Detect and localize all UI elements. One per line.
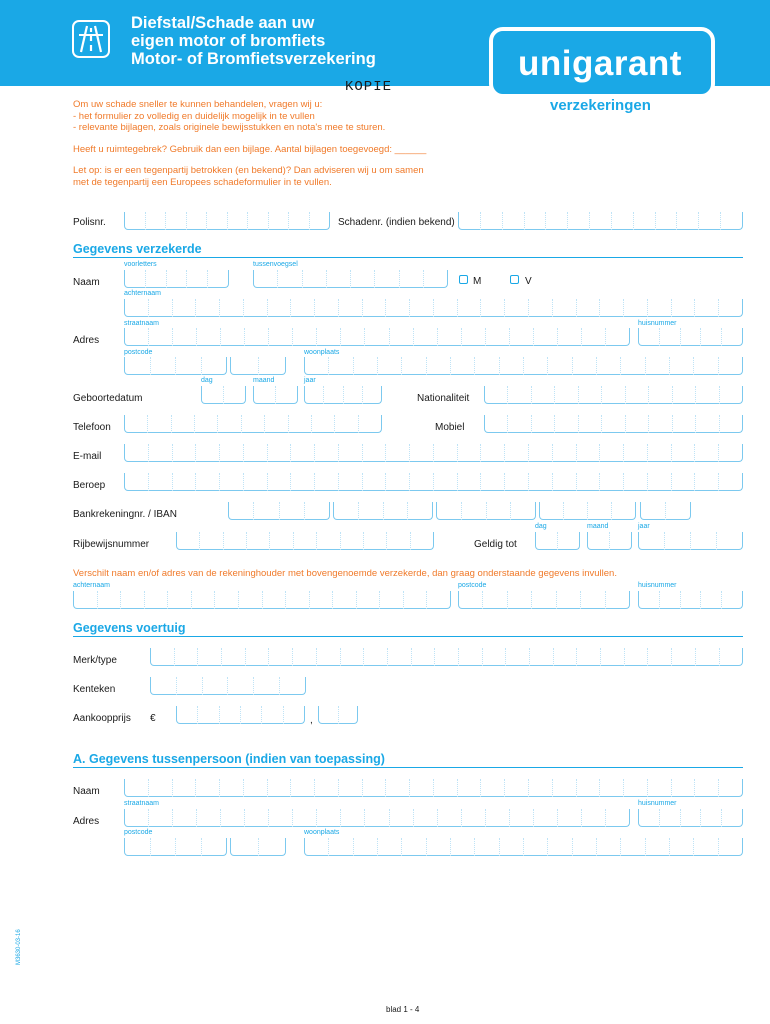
straatnaam-field[interactable] xyxy=(124,328,630,346)
intro-text: Om uw schade sneller te kunnen behandelen, vragen wij u: - het formulier zo volledig en duidelijk mogelijk in te vullen - relevante bijlagen, zoals originele bewijsstukken en nota's mee te sturen. xyxy=(73,99,386,133)
tp-postcode-caption: postcode xyxy=(124,829,153,836)
page-number: blad 1 - 4 xyxy=(386,1005,420,1014)
rekeninghouder-huisnummer-caption: huisnummer xyxy=(638,582,677,589)
tp-straatnaam-field[interactable] xyxy=(124,809,630,827)
mobiel-label: Mobiel xyxy=(435,422,465,433)
aankoopprijs-cents-field[interactable] xyxy=(318,706,358,724)
gender-v-checkbox[interactable] xyxy=(510,275,519,284)
divider xyxy=(73,257,743,258)
gender-v-label: V xyxy=(525,276,532,287)
huisnummer-field[interactable] xyxy=(638,328,743,346)
tussenvoegsel-caption: tussenvoegsel xyxy=(253,261,298,268)
geboortedatum-label: Geboortedatum xyxy=(73,393,143,404)
straatnaam-caption: straatnaam xyxy=(124,320,160,327)
kenteken-field[interactable] xyxy=(150,677,306,695)
tp-huisnummer-caption: huisnummer xyxy=(638,800,677,807)
iban-part-2[interactable] xyxy=(333,502,433,520)
space-note: Heeft u ruimtegebrek? Gebruik dan een bijlage. Aantal bijlagen toegevoegd: ______ xyxy=(73,144,427,155)
schadenr-label: Schadenr. (indien bekend) xyxy=(338,217,455,228)
jaar-caption: jaar xyxy=(304,377,316,384)
gender-m-label: M xyxy=(473,276,482,287)
aankoopprijs-field[interactable] xyxy=(176,706,305,724)
tp-postcode-field[interactable] xyxy=(124,838,227,856)
rekeninghouder-note: Verschilt naam en/of adres van de rekeninghouder met bovengenoemde verzekerde, dan graag onderstaande gegevens invullen. xyxy=(73,568,617,579)
geboorte-maand-field[interactable] xyxy=(253,386,298,404)
email-label: E-mail xyxy=(73,451,102,462)
euro-sign: € xyxy=(150,713,156,724)
telefoon-label: Telefoon xyxy=(73,422,111,433)
schadenr-field[interactable] xyxy=(458,212,743,230)
achternaam-caption: achternaam xyxy=(124,290,161,297)
voorletters-caption: voorletters xyxy=(124,261,157,268)
adres-label: Adres xyxy=(73,335,100,346)
postcode-caption: postcode xyxy=(124,349,153,356)
achternaam-field[interactable] xyxy=(124,299,743,317)
email-field[interactable] xyxy=(124,444,743,462)
postcode-field[interactable] xyxy=(124,357,227,375)
telefoon-field[interactable] xyxy=(124,415,382,433)
iban-part-5[interactable] xyxy=(640,502,691,520)
logo-subtitle: verzekeringen xyxy=(550,97,651,114)
geldig-dag-caption: dag xyxy=(535,523,547,530)
beroep-field[interactable] xyxy=(124,473,743,491)
geldig-label: Geldig tot xyxy=(474,539,517,550)
geldig-dag-field[interactable] xyxy=(535,532,580,550)
naam-label: Naam xyxy=(73,277,100,288)
iban-part-3[interactable] xyxy=(436,502,536,520)
iban-label: Bankrekeningnr. / IBAN xyxy=(73,509,177,520)
iban-part-1[interactable] xyxy=(228,502,330,520)
decimal-comma: , xyxy=(310,715,313,726)
geldig-jaar-caption: jaar xyxy=(638,523,650,530)
geldig-maand-field[interactable] xyxy=(587,532,632,550)
tussenvoegsel-field[interactable] xyxy=(253,270,448,288)
rekeninghouder-huisnummer-field[interactable] xyxy=(638,591,743,609)
logo: unigarant xyxy=(518,44,682,83)
section-tussenpersoon: A. Gegevens tussenpersoon (indien van toepassing) xyxy=(73,752,385,766)
polisnr-field[interactable] xyxy=(124,212,330,230)
postcode-letters-field[interactable] xyxy=(230,357,286,375)
geboorte-jaar-field[interactable] xyxy=(304,386,382,404)
rijbewijs-field[interactable] xyxy=(176,532,434,550)
maand-caption: maand xyxy=(253,377,275,384)
tp-woonplaats-field[interactable] xyxy=(304,838,743,856)
tp-postcode-letters-field[interactable] xyxy=(230,838,286,856)
rekeninghouder-postcode-caption: postcode xyxy=(458,582,487,589)
divider xyxy=(73,636,743,637)
merk-field[interactable] xyxy=(150,648,743,666)
form-code: M3630-03-16 xyxy=(16,929,22,965)
rijbewijs-label: Rijbewijsnummer xyxy=(73,539,150,550)
merk-label: Merk/type xyxy=(73,655,117,666)
counterparty-note: Let op: is er een tegenpartij betrokken (en bekend)? Dan adviseren wij u om samen met de tegenpartij een Europees schadeformulier in te vullen. xyxy=(73,165,424,188)
tp-adres-label: Adres xyxy=(73,816,100,827)
page-title: Diefstal/Schade aan uw eigen motor of bromfiets Motor- of Bromfietsverzekering xyxy=(131,14,376,68)
beroep-label: Beroep xyxy=(73,480,106,491)
rekeninghouder-postcode-field[interactable] xyxy=(458,591,630,609)
polisnr-label: Polisnr. xyxy=(73,217,106,228)
geldig-jaar-field[interactable] xyxy=(638,532,743,550)
section-voertuig: Gegevens voertuig xyxy=(73,621,186,635)
iban-part-4[interactable] xyxy=(539,502,636,520)
mobiel-field[interactable] xyxy=(484,415,743,433)
tp-woonplaats-caption: woonplaats xyxy=(304,829,340,836)
gender-m-checkbox[interactable] xyxy=(459,275,468,284)
aankoopprijs-label: Aankoopprijs xyxy=(73,713,131,724)
geboorte-dag-field[interactable] xyxy=(201,386,246,404)
geldig-maand-caption: maand xyxy=(587,523,609,530)
section-verzekerde: Gegevens verzekerde xyxy=(73,242,202,256)
road-icon xyxy=(72,20,110,58)
tp-huisnummer-field[interactable] xyxy=(638,809,743,827)
tp-naam-label: Naam xyxy=(73,786,100,797)
woonplaats-field[interactable] xyxy=(304,357,743,375)
kopie-stamp: KOPIE xyxy=(345,79,393,95)
woonplaats-caption: woonplaats xyxy=(304,349,340,356)
huisnummer-caption: huisnummer xyxy=(638,320,677,327)
tp-naam-field[interactable] xyxy=(124,779,743,797)
dag-caption: dag xyxy=(201,377,213,384)
kenteken-label: Kenteken xyxy=(73,684,116,695)
voorletters-field[interactable] xyxy=(124,270,229,288)
divider xyxy=(73,767,743,768)
nationaliteit-field[interactable] xyxy=(484,386,743,404)
nationaliteit-label: Nationaliteit xyxy=(417,393,470,404)
rekeninghouder-achternaam-caption: achternaam xyxy=(73,582,110,589)
rekeninghouder-achternaam-field[interactable] xyxy=(73,591,451,609)
tp-straatnaam-caption: straatnaam xyxy=(124,800,160,807)
